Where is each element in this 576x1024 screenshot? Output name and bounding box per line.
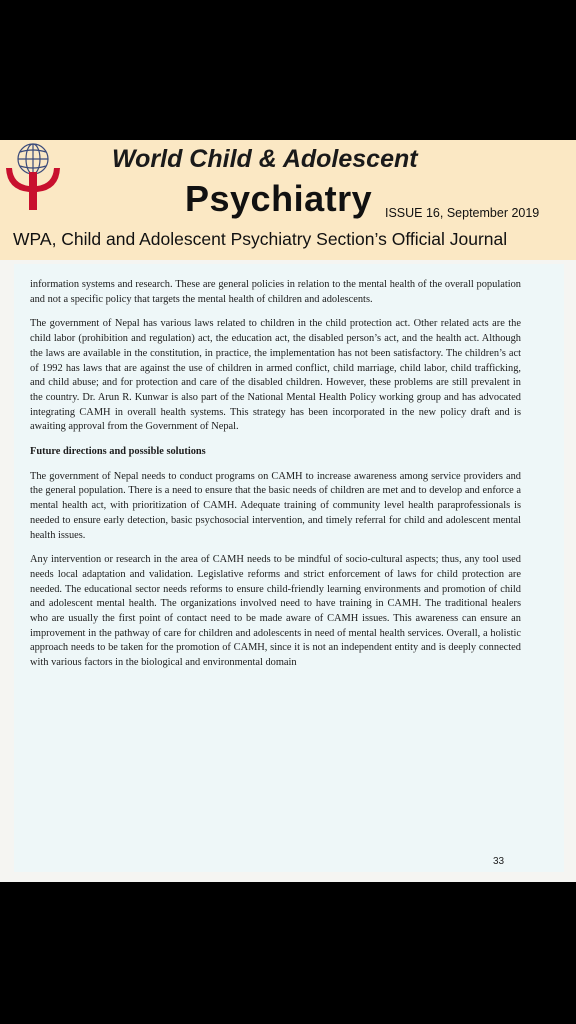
wpa-globe-logo-icon: [4, 142, 62, 212]
article-content: [14, 264, 564, 872]
journal-title-line2: Psychiatry: [185, 178, 373, 219]
issue-label: ISSUE 16, September 2019: [385, 206, 540, 220]
journal-header: [0, 140, 576, 260]
journal-page: [0, 140, 576, 882]
paragraph: The government of Nepal has various laws related to children in the child protection act. Other related acts are the child labor (prohibition and regulation) act, the education act, the disabled person’s act, and the health act. Although the laws are available in the constitution, in practice, the implementation has not been satisfactory. The children’s act of 1992 has laws that are against the use of children in armed conflict, child marriage, child labor, child trafficking, and child abuse; and for protection and care of the disabled children. However, these problems are still prevalent in the country. Dr. Arun R. Kunwar is also part of the National Mental Health Policy working group and has advocated integrating CAMH in overall health systems. This strategy has been incorporated in the new policy draft and is awaiting approval from the Government of Nepal.: [30, 318, 521, 433]
section-heading: Future directions and possible solutions: [30, 446, 206, 458]
paragraph: Any intervention or research in the area of CAMH needs to be mindful of socio-cultural aspects; thus, any tool used needs local adaptation and validation. Legislative reforms and strict enforcement of laws for child protection are needed. The educational sector needs reforms to ensure child-friendly learning environments and promotion of child and adolescent mental health. The organizations involved need to have training in CAMH. The traditional healers who are usually the first point of contact need to be made aware of CAMH issues. This awareness can ensure an improvement in the pathway of care for children and adolescents in need of mental health services. Overall, a holistic approach needs to be taken for the promotion of CAMH, since it is not an independent entity and is deeply connected with various factors in the biological and environmental domain: [30, 554, 521, 669]
journal-subtitle: WPA, Child and Adolescent Psychiatry Section’s Official Journal: [13, 229, 508, 249]
article-body: [30, 278, 521, 681]
paragraph: information systems and research. These are general policies in relation to the mental health of the overall population and not a specific policy that targets the mental health of children and adolescents.: [30, 279, 521, 305]
page-number: 33: [493, 856, 505, 867]
paragraph: The government of Nepal needs to conduct programs on CAMH to increase awareness among service providers and the general population. There is a need to ensure that the basic needs of children are met and to develop and enforce a mental health act, with prioritization of CAMH. Adequate training of community level health paraprofessionals is needed to ensure early detection, basic psychosocial intervention, and timely referral for child and adolescent mental health issues.: [30, 470, 521, 541]
journal-title-line1: World Child & Adolescent: [112, 145, 418, 173]
